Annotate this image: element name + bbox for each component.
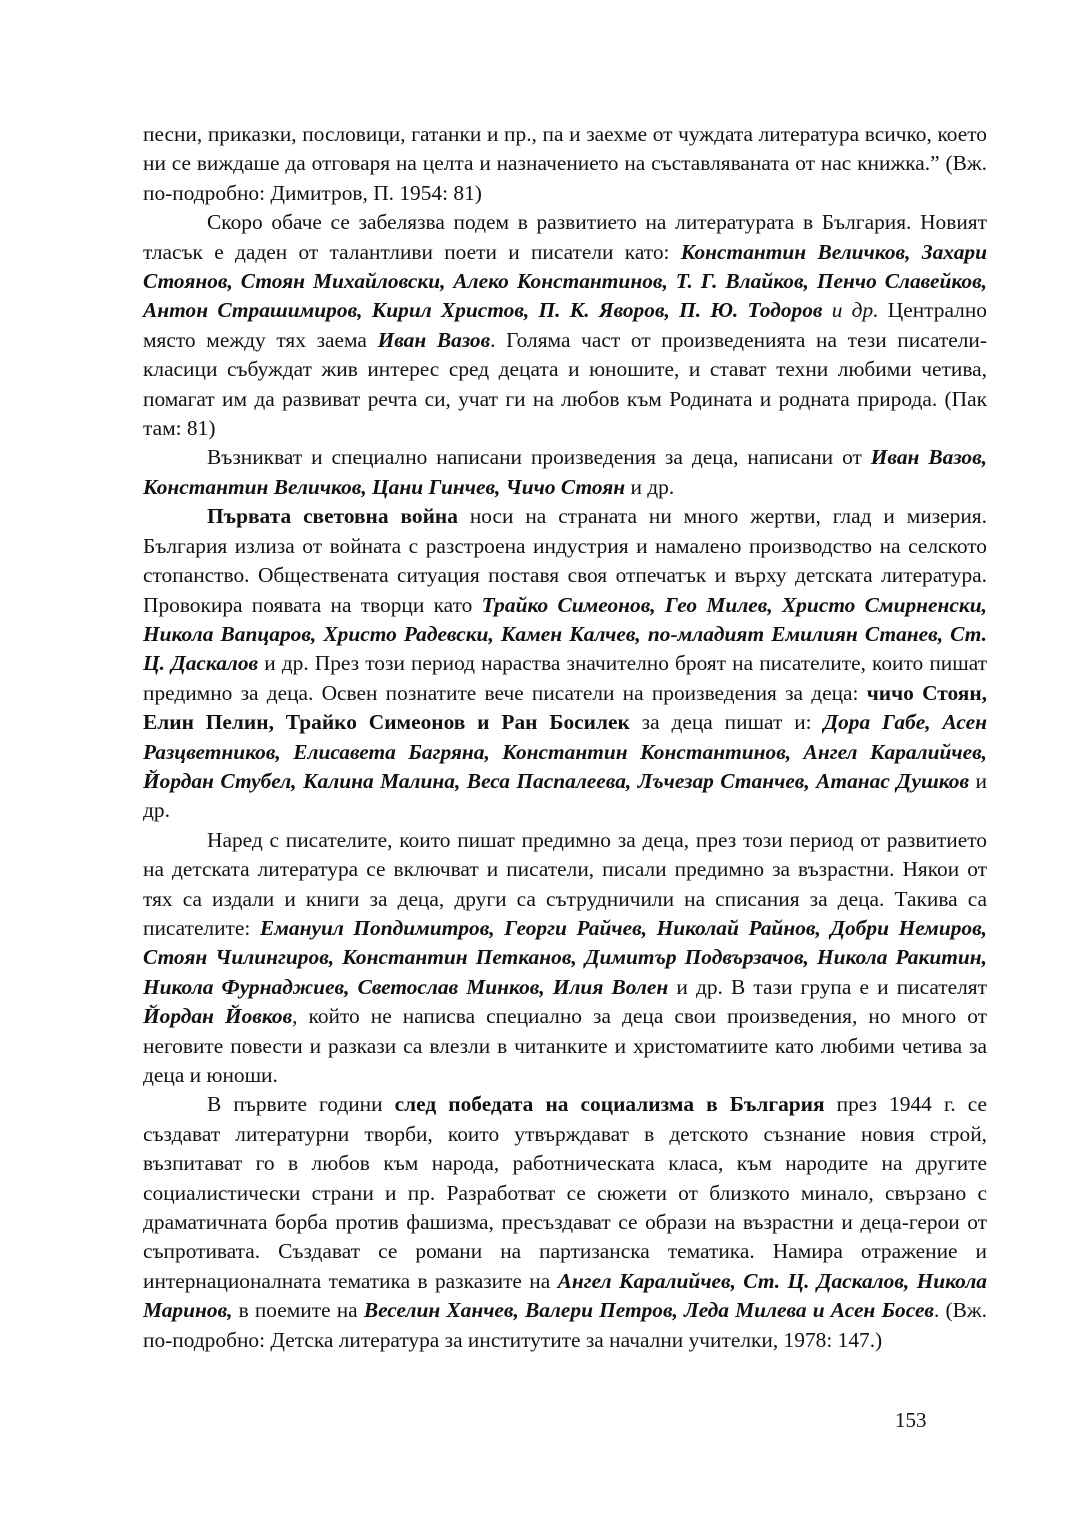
text-run: и др. (625, 474, 675, 499)
text-run: в поемите на (232, 1298, 364, 1323)
page-number: 153 (895, 1408, 927, 1432)
text-run: песни, приказки, пословици, гатанки и пр., па и заехме от чуждата литература всичко, което ни се виждаше да отговаря на целта и назначението на съставляваната от нас книжка.” (Вж. по-подробно: Димитров, П. 1954: 81) (143, 122, 987, 205)
text-run: Централно място между тях заема (143, 298, 987, 352)
text-run: след победата на социализма в България (394, 1092, 825, 1117)
text-run: Първата световна война (207, 504, 458, 529)
text-run: Иван Вазов, Константин Величков, Цани Гинчев, Чичо Стоян (143, 445, 987, 499)
text-run: и др. В тази група е и писателят (668, 974, 987, 999)
paragraph (143, 1090, 987, 1355)
page-body-text (143, 120, 987, 1355)
text-run: Възникват и специално написани произведения за деца, написани от (207, 445, 871, 470)
paragraph (143, 120, 987, 208)
text-run: Иван Вазов (377, 327, 491, 352)
text-run: носи на страната ни много жертви, глад и мизерия. България излиза от войната с разстроена индустрия и намалено производство на селското стопанство. Обществената ситуация поставя своя отпечатък и върху детската литература. Провокира появата на творци като (143, 504, 987, 617)
text-run: Трайко Симеонов, Гео Милев, Христо Смирненски, Никола Вапцаров, Христо Радевски, Камен Калчев, по-младият Емилиян Станев, Ст. Ц. Даскалов (143, 592, 987, 676)
paragraph (143, 443, 987, 502)
text-run: и др. (822, 298, 879, 323)
text-run: през 1944 г. се създават литературни творби, които утвърждават в детското съзнание новия строй, възпитават го в любов към народа, работническата класа, към народите на другите социалистически страни и пр. Разработват се сюжети от близкото минало, свързано с драматичната борба против фашизма, пресъздават се образи на възрастни и деца-герои от съпротивата. Създават се романи на партизанска тематика. Намира отражение и интернационалната тематика в разказите на (143, 1092, 987, 1293)
paragraph (143, 502, 987, 825)
text-run: за деца пишат и: (629, 710, 824, 735)
text-run: , който не написва специално за деца свои произведения, но много от неговите повести и разкази са влезли в читанките и христоматиите като любими четива за деца и юноши. (143, 1004, 987, 1087)
text-run: Веселин Ханчев, Валери Петров, Леда Милева и Асен Босев (363, 1298, 934, 1323)
text-run: . (Вж. по-подробно: Детска литература за институтите за начални учителки, 1978: 147.) (143, 1298, 988, 1352)
text-run: Йордан Йовков (143, 1004, 293, 1029)
text-run: . Голяма част от произведенията на тези писатели-класици събуждат жив интерес сред децата и юношите, и стават техни любими четива, помагат им да развиват речта си, учат ги на любов към Родината и родната природа. (Пак там: 81) (143, 327, 987, 441)
paragraph (143, 826, 987, 1091)
text-run: Дора Габе, Асен Разцветников, Елисавета Багряна, Константин Константинов, Ангел Каралийчев, Йордан Стубел, Калина Малина, Веса Паспалеева, Лъчезар Станчев, Атанас Душков (143, 710, 988, 793)
text-run: и др. (143, 768, 987, 823)
text-run: В първите години (207, 1092, 395, 1117)
text-run: Скоро обаче се забелязва подем в развитието на литературата в България. Новият тласък е даден от талантливи поети и писатели като: (143, 210, 987, 264)
text-run: Ангел Каралийчев, Ст. Ц. Даскалов, Никола Маринов, (143, 1268, 987, 1323)
text-run: чичо Стоян, Елин Пелин, Трайко Симеонов и Ран Босилек (143, 680, 988, 735)
text-run: Емануил Попдимитров, Георги Райчев, Николай Райнов, Добри Немиров, Стоян Чилингиров, Константин Петканов, Димитър Подвързачов, Никола Ракитин, Никола Фурнаджиев, Светослав Минков, Илия Волен (143, 915, 988, 999)
text-run: и др. През този период нараства значително броят на писателите, които пишат предимно за деца. Освен познатите вече писатели на произведения за деца: (143, 651, 987, 705)
paragraph (143, 208, 987, 443)
text-run: Наред с писателите, които пишат предимно за деца, през този период от развитието на детската литература се включват и писатели, писали предимно за възрастни. Някои от тях са издали и книги за деца, други са сътрудничили на списания за деца. Такива са писателите: (143, 827, 987, 940)
text-run: Константин Величков, Захари Стоянов, Стоян Михайловски, Алеко Константинов, Т. Г. Влайков, Пенчо Славейков, Антон Страшимиров, Кирил Христов, П. К. Яворов, П. Ю. Тодоров (143, 239, 987, 323)
